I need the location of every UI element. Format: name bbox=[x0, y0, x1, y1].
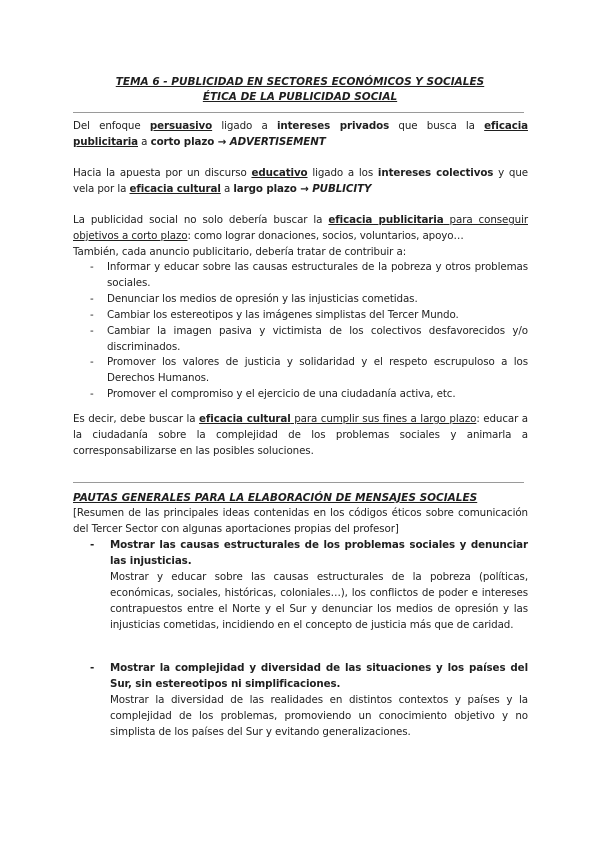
guideline-body: Mostrar y educar sobre las causas estructurales de la pobreza (políticas, económicas, sociales, históricas, coloniales…), los conflictos de poder e intereses contrapuestos entre el Norte y el Sur y denunciar los medios de opresión y las injusticias cometidas, incidiendo en el concepto de justicia más que de caridad. bbox=[110, 570, 528, 631]
divider bbox=[73, 112, 524, 113]
intro-paragraph-advertisement: Del enfoque persuasivo ligado a intereses privados que busca la eficacia publicitaria a corto plazo → ADVERTISEMENT bbox=[73, 120, 528, 148]
list-item: - Cambiar los estereotipos y las imágenes simplistas del Tercer Mundo. bbox=[90, 308, 459, 321]
section-title: PAUTAS GENERALES PARA LA ELABORACIÓN DE MENSAJES SOCIALES bbox=[73, 492, 478, 504]
list-item: - Informar y educar sobre las causas estructurales de la pobreza y otros problemas sociales. bbox=[90, 261, 528, 289]
section-note: [Resumen de las principales ideas contenidas en los códigos éticos sobre comunicación del Tercer Sector con algunas aportaciones propias del profesor] bbox=[73, 507, 528, 535]
guideline-heading: Mostrar la complejidad y diversidad de las situaciones y los países del Sur, sin estereotipos ni simplificaciones. bbox=[110, 662, 528, 690]
guideline-item: - Mostrar las causas estructurales de los problemas sociales y denunciar las injusticias. Mostrar y educar sobre las causas estructurales de la pobreza (políticas, económicas, sociales, históricas, coloniales…), los conflictos de poder e intereses contrapuestos entre el Norte y el Sur y denunciar los medios de opresión y las injusticias cometidas, incidiendo en el concepto de justicia más que de caridad. bbox=[90, 538, 528, 633]
guideline-item: - Mostrar la complejidad y diversidad de las situaciones y los países del Sur, sin estereotipos ni simplificaciones. Mostrar la diversidad de las realidades en distintos contextos y países y la complejidad de los problemas, promoviendo un conocimiento objetivo y no simplista de los países del Sur y evitando generalizaciones. bbox=[90, 661, 528, 741]
page-title: TEMA 6 - PUBLICIDAD EN SECTORES ECONÓMICOS Y SOCIALES bbox=[115, 76, 485, 88]
guideline-body: Mostrar la diversidad de las realidades en distintos contextos y países y la complejidad de los problemas, promoviendo un conocimiento objetivo y no simplista de los países del Sur y evitando generalizaciones. bbox=[110, 693, 528, 738]
page-subtitle: ÉTICA DE LA PUBLICIDAD SOCIAL bbox=[202, 91, 398, 103]
intro-paragraph-publicity: Hacia la apuesta por un discurso educativo ligado a los intereses colectivos y que vela por la eficacia cultural a largo plazo → PUBLICITY bbox=[73, 167, 529, 195]
intro-paragraph-social: La publicidad social no solo debería buscar la eficacia publicitaria para conseguir objetivos a corto plazo: como lograr donaciones, socios, voluntarios, apoyo… También, cada anuncio publicitario, debería tratar de contribuir a: bbox=[73, 214, 528, 258]
list-item: - Denunciar los medios de opresión y las injusticias cometidas. bbox=[90, 292, 418, 305]
list-item: - Promover los valores de justicia y solidaridad y el respeto escrupuloso a los Derechos Humanos. bbox=[90, 356, 528, 385]
list-item: - Cambiar la imagen pasiva y victimista de los colectivos desfavorecidos y/o discriminados. bbox=[90, 324, 528, 353]
contribution-list bbox=[73, 260, 528, 403]
conclusion-paragraph: Es decir, debe buscar la eficacia cultural para cumplir sus fines a largo plazo: educar a la ciudadanía sobre la complejidad de los problemas sociales y animarla a corresponsabilizarse en las posibles soluciones. bbox=[73, 413, 528, 457]
divider bbox=[73, 482, 524, 483]
list-item: - Promover el compromiso y el ejercicio de una ciudadanía activa, etc. bbox=[90, 388, 456, 401]
guideline-heading: Mostrar las causas estructurales de los problemas sociales y denunciar las injusticias. bbox=[110, 539, 528, 567]
